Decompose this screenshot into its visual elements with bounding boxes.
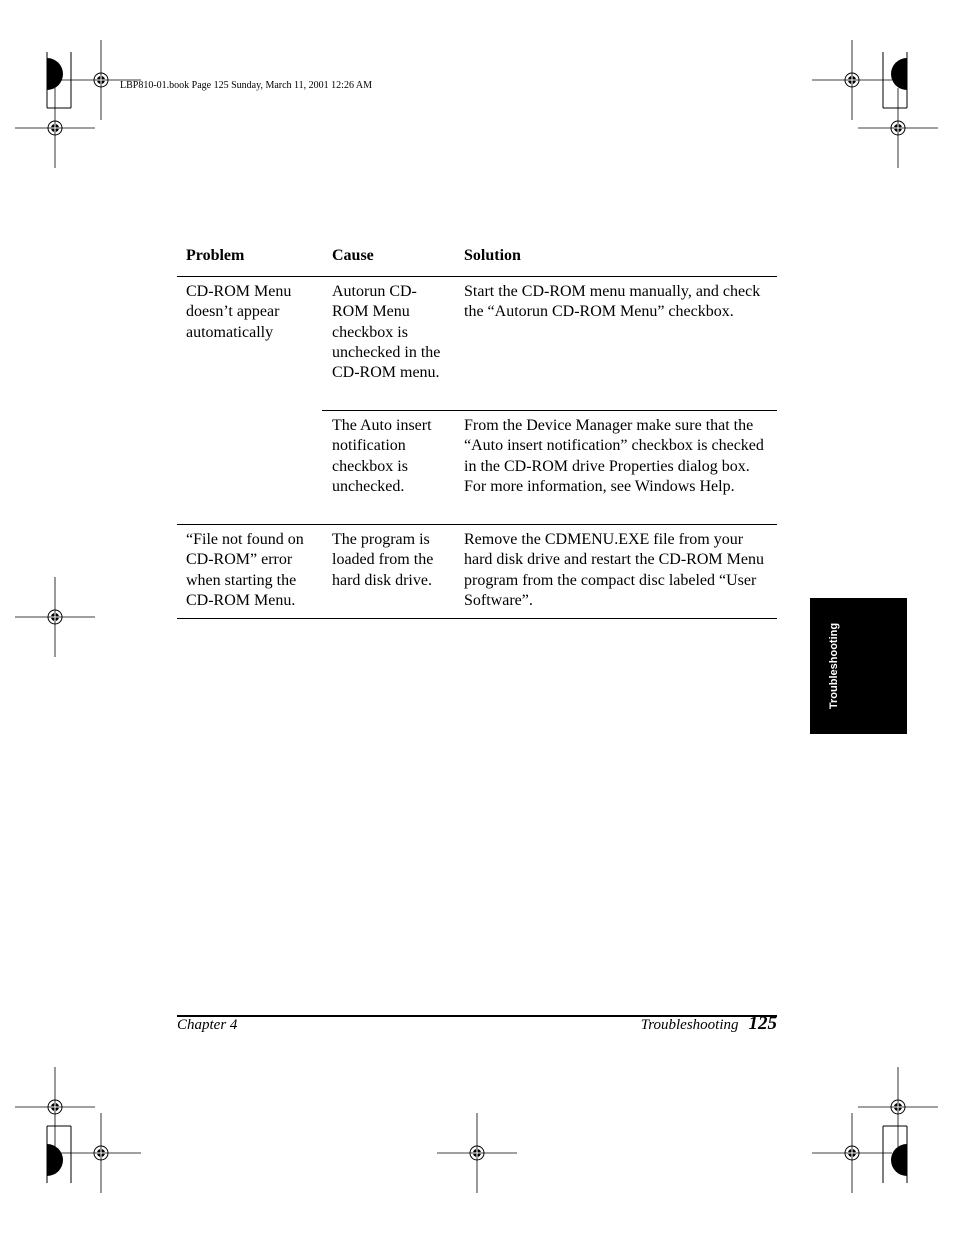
- column-header-solution: Solution: [464, 247, 521, 264]
- solution-cell: Start the CD-ROM menu manually, and check the “Autorun CD-ROM Menu” checkbox.: [464, 283, 761, 321]
- solution-cell: From the Device Manager make sure that the “Auto insert notification” checkbox is checked in the CD-ROM drive Properties dialog box. For more information, see Windows Help.: [464, 417, 764, 495]
- cause-divider-rule: [322, 410, 777, 411]
- chapter-side-tab: [810, 598, 907, 734]
- header-rule: [177, 276, 777, 277]
- problem-cell: “File not found on CD-ROM” error when starting the CD-ROM Menu.: [186, 531, 304, 609]
- problem-cell: CD-ROM Menu doesn’t appear automatically: [186, 283, 292, 341]
- footer-section-title: Troubleshooting: [640, 1017, 739, 1033]
- page-number: 125: [748, 1013, 777, 1034]
- cause-cell: The Auto insert notification checkbox is unchecked.: [332, 417, 432, 495]
- table-bottom-rule: [177, 618, 777, 619]
- column-header-cause: Cause: [332, 247, 374, 264]
- solution-cell: Remove the CDMENU.EXE file from your hard disk drive and restart the CD-ROM Menu program from the compact disc labeled “User Software”.: [464, 531, 764, 609]
- row-rule: [177, 524, 777, 525]
- footer-section: [641, 1013, 777, 1035]
- footer-chapter: Chapter 4: [177, 1017, 238, 1033]
- cause-cell: The program is loaded from the hard disk drive.: [332, 531, 434, 589]
- cause-cell: Autorun CD-ROM Menu checkbox is unchecked in the CD-ROM menu.: [332, 283, 441, 382]
- side-tab-label: Troubleshooting: [828, 622, 840, 710]
- column-header-problem: Problem: [186, 247, 245, 264]
- print-header: LBP810-01.book Page 125 Sunday, March 11, 2001 12:26 AM: [120, 80, 373, 91]
